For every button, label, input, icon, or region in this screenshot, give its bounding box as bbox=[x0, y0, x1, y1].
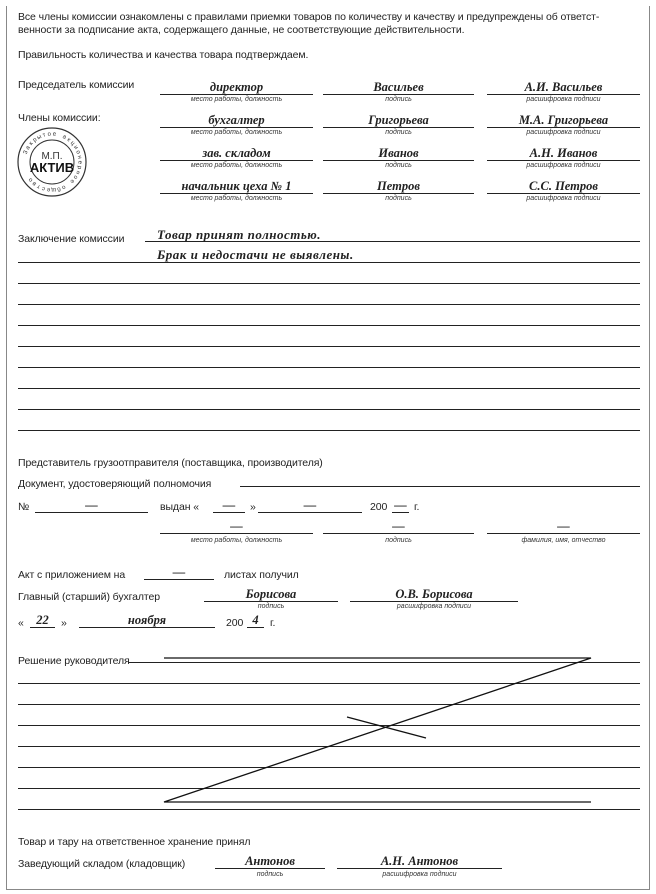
commission-position-field[interactable]: бухгалтер bbox=[160, 114, 313, 128]
shipper-fio-field[interactable]: — bbox=[487, 520, 640, 534]
stamp-ring-letter: в bbox=[31, 179, 38, 187]
caption: подпись bbox=[385, 96, 412, 103]
stamp-ring-letter: т bbox=[36, 182, 42, 190]
caption: расшифровка подписи bbox=[396, 603, 472, 610]
issued-day-field[interactable]: — bbox=[213, 499, 245, 513]
caption: подпись bbox=[385, 162, 412, 169]
stamp-ring-letter: а bbox=[61, 134, 68, 141]
caption: подпись bbox=[385, 537, 412, 544]
decision-rule[interactable] bbox=[18, 767, 640, 768]
shipper-position-field[interactable]: — bbox=[160, 520, 313, 534]
decision-rule[interactable] bbox=[18, 683, 640, 684]
stamp-name: АКТИВ bbox=[29, 160, 75, 175]
caption: расшифровка подписи bbox=[382, 871, 457, 878]
storage-label: Товар и тару на ответственное хранение принял bbox=[18, 836, 251, 848]
stamp-ring-letter: е bbox=[76, 160, 83, 165]
chair-label: Председатель комиссии bbox=[18, 79, 135, 91]
stamp-ring-letter: б bbox=[56, 185, 62, 192]
conclusion-rule bbox=[145, 241, 640, 242]
decision-rule[interactable] bbox=[128, 662, 640, 663]
shipper-label: Представитель грузоотправителя (поставщика, производителя) bbox=[18, 457, 323, 469]
doc-label: Документ, удостоверяющий полномочия bbox=[18, 478, 212, 490]
conclusion-line-2: Брак и недостачи не выявлены. bbox=[157, 247, 354, 262]
decision-rule[interactable] bbox=[18, 725, 640, 726]
confirm-text: Правильность количества и качества товара подтверждаем. bbox=[18, 49, 309, 61]
stamp-ring-letter: щ bbox=[51, 186, 57, 193]
decision-rule[interactable] bbox=[18, 746, 640, 747]
stamp-ring-letter: о bbox=[71, 173, 79, 180]
decision-label: Решение руководителя bbox=[18, 655, 130, 667]
date-open: « bbox=[18, 617, 24, 629]
conclusion-rule[interactable] bbox=[18, 346, 640, 347]
commission-name-field[interactable]: М.А. Григорьева bbox=[487, 114, 640, 128]
date-day-field[interactable]: 22 bbox=[30, 614, 55, 628]
shipper-signature-field[interactable]: — bbox=[323, 520, 474, 534]
no-label: № bbox=[18, 501, 30, 513]
issued-label: выдан « bbox=[160, 501, 199, 513]
year-suffix: г. bbox=[414, 501, 420, 513]
caption: место работы, должность bbox=[190, 96, 283, 103]
caption: место работы, должность bbox=[190, 195, 283, 202]
accountant-name-field[interactable]: О.В. Борисова bbox=[350, 588, 518, 602]
accountant-label: Главный (старший) бухгалтер bbox=[18, 591, 160, 603]
conclusion-rule[interactable] bbox=[18, 262, 640, 263]
stamp-ring-letter: и bbox=[71, 144, 79, 151]
stamp-seal bbox=[16, 126, 88, 198]
quote-close: » bbox=[250, 501, 256, 513]
stamp-ring-letter: р bbox=[32, 136, 39, 144]
commission-signature-field[interactable]: Васильев bbox=[323, 81, 474, 95]
commission-signature-field[interactable]: Иванов bbox=[323, 147, 474, 161]
intro-line-1: Все члены комиссии ознакомлены с правилами приемки товаров по количеству и качеству и предупреждены об ответст- bbox=[18, 11, 600, 23]
date-close: » bbox=[61, 617, 67, 629]
conclusion-rule[interactable] bbox=[18, 367, 640, 368]
issued-year-field[interactable]: — bbox=[392, 499, 409, 513]
conclusion-rule[interactable] bbox=[18, 409, 640, 410]
stamp-ring-letter: о bbox=[74, 149, 82, 155]
decision-rule[interactable] bbox=[18, 788, 640, 789]
conclusion-rule[interactable] bbox=[18, 304, 640, 305]
caption: место работы, должность bbox=[190, 162, 283, 169]
accountant-signature-field[interactable]: Борисова bbox=[204, 588, 338, 602]
caption: место работы, должность bbox=[190, 537, 283, 544]
stamp-ring-letter: а bbox=[24, 145, 32, 151]
stamp-ring-letter: н bbox=[75, 155, 83, 160]
stamp-ring-letter: р bbox=[75, 165, 83, 170]
keeper-label: Заведующий складом (кладовщик) bbox=[18, 858, 186, 870]
conclusion-rule[interactable] bbox=[18, 388, 640, 389]
sheets-field[interactable]: — bbox=[144, 566, 214, 580]
stamp-ring-letter: е bbox=[46, 186, 51, 193]
caption: подпись bbox=[256, 871, 284, 878]
conclusion-rule[interactable] bbox=[18, 325, 640, 326]
commission-signature-field[interactable]: Григорьева bbox=[323, 114, 474, 128]
commission-position-field[interactable]: начальник цеха № 1 bbox=[160, 180, 313, 194]
stamp-ring-letter: е bbox=[52, 131, 57, 138]
decision-rule[interactable] bbox=[18, 704, 640, 705]
stamp-mp: М.П. bbox=[41, 151, 63, 162]
caption: расшифровка подписи bbox=[526, 96, 601, 103]
keeper-signature-field[interactable]: Антонов bbox=[215, 855, 325, 869]
date-month-field[interactable]: ноября bbox=[79, 614, 215, 628]
caption: подпись bbox=[385, 129, 412, 136]
caption: подпись bbox=[385, 195, 412, 202]
form-frame bbox=[6, 6, 650, 890]
issued-month-field[interactable]: — bbox=[258, 499, 362, 513]
conclusion-label: Заключение комиссии bbox=[18, 233, 125, 245]
conclusion-line-1: Товар принят полностью. bbox=[157, 227, 322, 242]
stamp-ring-letter: с bbox=[41, 184, 46, 192]
stamp-ring-letter: о bbox=[47, 131, 52, 138]
caption: фамилия, имя, отчество bbox=[521, 537, 606, 544]
stamp-ring-letter: о bbox=[27, 176, 35, 183]
caption: расшифровка подписи bbox=[526, 162, 601, 169]
commission-name-field[interactable]: С.С. Петров bbox=[487, 180, 640, 194]
doc-field[interactable] bbox=[240, 486, 640, 487]
date-year-prefix: 200 bbox=[226, 617, 244, 629]
caption: подпись bbox=[257, 603, 285, 610]
conclusion-rule[interactable] bbox=[18, 430, 640, 431]
commission-name-field[interactable]: А.Н. Иванов bbox=[487, 147, 640, 161]
decision-rule[interactable] bbox=[18, 809, 640, 810]
members-label: Члены комиссии: bbox=[18, 112, 101, 124]
caption: расшифровка подписи bbox=[526, 129, 601, 136]
date-year-field[interactable]: 4 bbox=[247, 614, 264, 628]
intro-line-2: венности за подписание акта, содержащего данные, не соответствующие действительности. bbox=[18, 24, 465, 36]
stamp-ring-letter: к bbox=[65, 136, 72, 144]
year-prefix: 200 bbox=[370, 501, 388, 513]
commission-name-field[interactable]: А.И. Васильев bbox=[487, 81, 640, 95]
stamp-ring-letter: ц bbox=[68, 140, 76, 147]
caption: расшифровка подписи bbox=[526, 195, 601, 202]
commission-position-field[interactable]: директор bbox=[160, 81, 313, 95]
date-year-suffix: г. bbox=[270, 617, 276, 629]
stamp-ring-letter: ы bbox=[36, 133, 43, 142]
doc-number-field[interactable]: — bbox=[35, 499, 148, 513]
commission-position-field[interactable]: зав. складом bbox=[160, 147, 313, 161]
stamp-ring-letter: е bbox=[68, 177, 76, 185]
stamp-ring-letter: к bbox=[28, 140, 35, 147]
stamp-ring-letter: н bbox=[73, 169, 81, 176]
stamp-ring-letter: З bbox=[22, 149, 30, 156]
stamp-ring-letter: т bbox=[42, 132, 47, 139]
caption: место работы, должность bbox=[190, 129, 283, 136]
act-label: Акт с приложением на bbox=[18, 569, 126, 581]
stamp-ring-letter: о bbox=[60, 183, 67, 191]
conclusion-rule[interactable] bbox=[18, 283, 640, 284]
act-suffix: листах получил bbox=[224, 569, 299, 581]
commission-signature-field[interactable]: Петров bbox=[323, 180, 474, 194]
keeper-name-field[interactable]: А.Н. Антонов bbox=[337, 855, 502, 869]
